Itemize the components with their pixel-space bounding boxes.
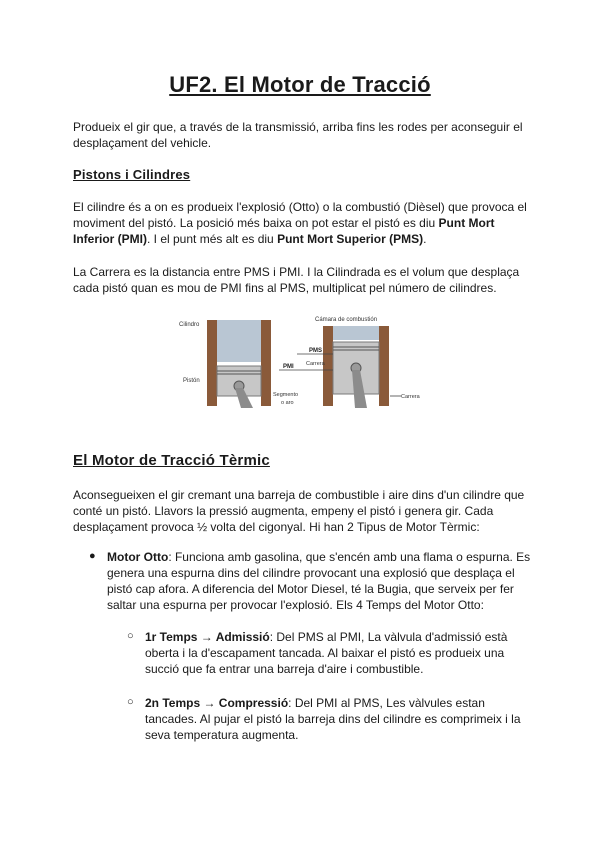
label-cilindro: Cilindro	[179, 322, 200, 328]
motor-otto-term: Motor Otto	[107, 550, 169, 564]
cylinder-left-illustration	[207, 320, 271, 408]
sub-bullet-admissio	[145, 629, 533, 677]
page-title: UF2. El Motor de Tracció	[169, 72, 431, 97]
pmi-term: Punt Mort Inferior (PMI)	[73, 216, 495, 246]
label-aro: o aro	[281, 400, 294, 406]
label-piston: Pistón	[183, 378, 200, 384]
cylinder-right-illustration	[323, 326, 389, 408]
compressio-text: : Del PMI al PMS, Les vàlvules estan tancades. Al pujar el pistó la barreja dins del cilindre es comprimeix i la seva temperatura augmenta.	[145, 696, 521, 742]
label-pms: PMS	[309, 348, 323, 354]
section-heading-motor-termic: El Motor de Tracció Tèrmic	[73, 452, 270, 469]
pistons-text-1: El cilindre és a on es produeix l'explosió (Otto) o la combustió (Dièsel) que provoca el moviment del pistó. La posició més baixa on pot estar el pistó es diu	[73, 200, 527, 230]
label-pmi: PMI	[283, 364, 294, 370]
pistons-paragraph-2: La Carrera es la distancia entre PMS i PMI. I la Cilindrada es el volum que desplaça cada pistó quan es mou de PMI fins al PMS, multiplicat pel número de cilindres.	[73, 265, 520, 295]
sub-bullet-circle: ○	[127, 696, 134, 708]
piston-cylinder-diagram	[175, 312, 435, 408]
compressio-term: 2n Temps → Compressió	[145, 696, 289, 710]
admissio-term: 1r Temps → Admissió	[145, 630, 270, 644]
label-camara: Cámara de combustión	[315, 317, 378, 323]
bullet-dot: ●	[89, 550, 96, 562]
motor-otto-text: : Funciona amb gasolina, que s'encén amb una flama o espurna. Es genera una espurna dins del cilindre provocant una explosió que desplaça el pistó cap afora. A diferencia del Motor Diesel, té la Bugia, que serveix per fer saltar una espurna per provocar l'explosió. Els 4 Temps del Motor Otto:	[107, 550, 531, 612]
pistons-paragraph-1	[73, 199, 533, 247]
pms-term: Punt Mort Superior (PMS)	[277, 232, 424, 246]
section-heading-pistons: Pistons i Cilindres	[73, 167, 191, 182]
pistons-text-3: .	[423, 232, 427, 246]
admissio-text: : Del PMS al PMI, La vàlvula d'admissió està oberta i la d'escapament tancada. Al baixar el pistó es produeix una succió que fa entrar una barreja d'aire i combustible.	[145, 630, 508, 676]
label-segmento: Segmento	[273, 392, 299, 398]
bullet-motor-otto	[107, 549, 535, 613]
label-carrera-2: Carrera	[401, 394, 420, 400]
label-carrera-1: Carrera	[306, 361, 325, 367]
pistons-text-2: . I el punt més alt es diu	[147, 232, 278, 246]
intro-paragraph: Produeix el gir que, a través de la transmissió, arriba fins les rodes per aconseguir el desplaçament del vehicle.	[73, 120, 523, 150]
sub-bullet-circle: ○	[127, 630, 134, 642]
motor-termic-paragraph: Aconsegueixen el gir cremant una barreja de combustible i aire dins d'un cilindre que conté un pistó. Llavors la pressió augmenta, empeny el pistó i genera gir. Cada desplaçament provoca ½ volta del cigonyal. Hi han 2 Tipus de Motor Tèrmic:	[73, 488, 525, 534]
sub-bullet-compressio	[145, 695, 533, 743]
